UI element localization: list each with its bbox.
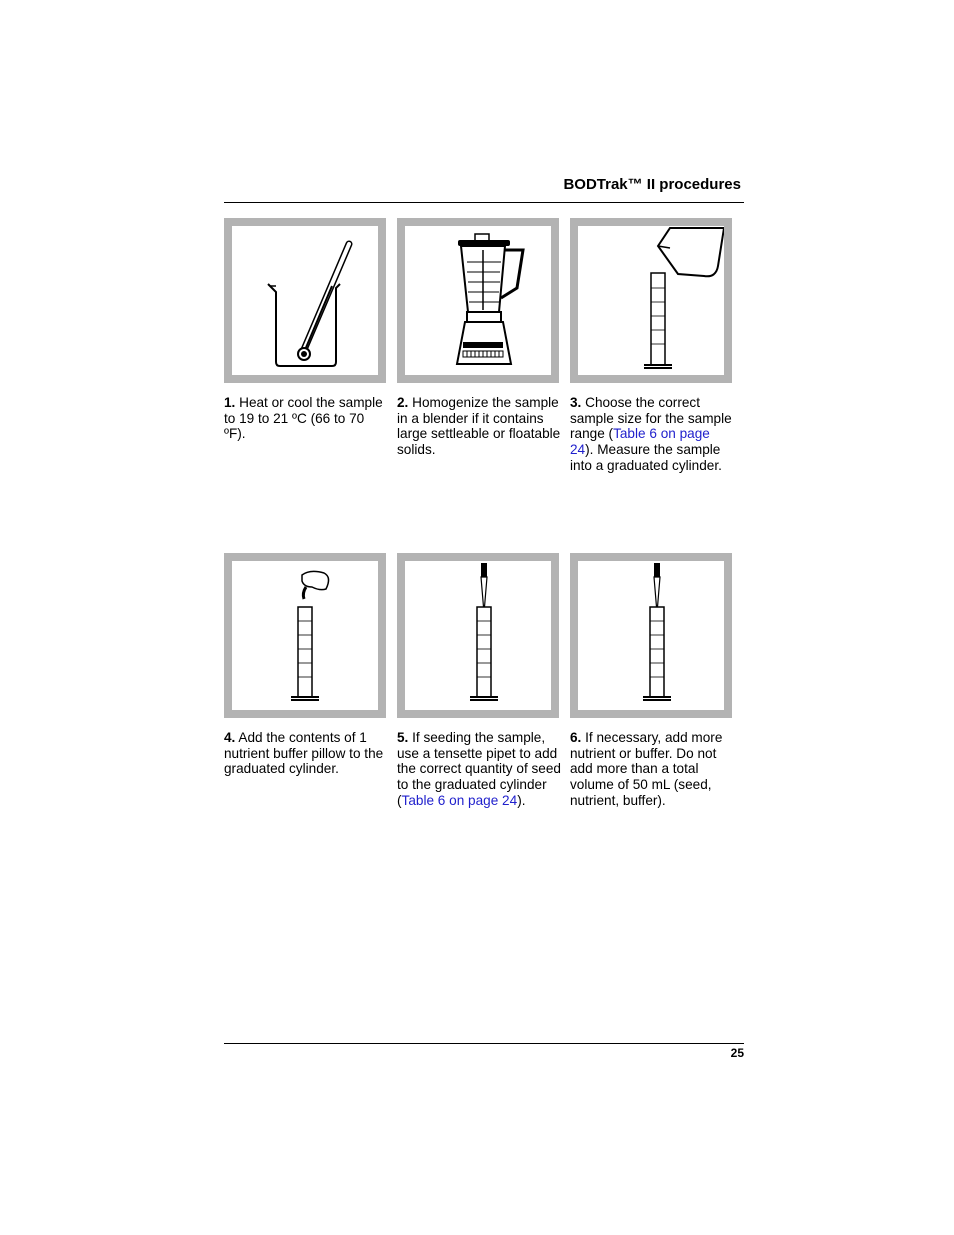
pillow-into-cylinder-icon xyxy=(232,561,378,710)
pour-into-cylinder-icon xyxy=(578,226,724,375)
step-number: 4. xyxy=(224,730,236,745)
step-number: 5. xyxy=(397,730,409,745)
step-instruction: Homogenize the sample in a blender if it contains large settleable or floatable solids. xyxy=(397,395,561,458)
step-1-text xyxy=(224,395,389,442)
graduated-cylinder xyxy=(644,273,672,368)
step-instruction: Add the contents of 1 nutrient buffer pillow to the graduated cylinder. xyxy=(224,730,384,777)
step-5-illustration xyxy=(397,553,559,718)
table-reference-link[interactable]: Table 6 on page 24 xyxy=(570,426,710,458)
pipet-into-cylinder-icon xyxy=(405,561,551,710)
step-number: 3. xyxy=(570,395,582,410)
step-4-illustration xyxy=(224,553,386,718)
footer-rule xyxy=(224,1043,744,1044)
header-rule xyxy=(224,202,744,203)
step-3-illustration xyxy=(570,218,732,383)
step-2-illustration xyxy=(397,218,559,383)
table-reference-link[interactable]: Table 6 on page 24 xyxy=(401,792,518,808)
step-1-illustration xyxy=(224,218,386,383)
step-3-text xyxy=(570,395,735,474)
page-header-title: BODTrak™ II procedures xyxy=(563,176,741,193)
step-number: 2. xyxy=(397,395,409,410)
step-5-text xyxy=(397,730,562,809)
page-number: 25 xyxy=(730,1046,744,1060)
step-6-illustration xyxy=(570,553,732,718)
step-instruction: If seeding the sample, use a tensette pipet to add the correct quantity of seed to the graduated cylinder ( xyxy=(397,730,561,808)
step-instruction: If necessary, add more nutrient or buffer. Do not add more than a total volume of 50 mL (seed, nutrient, buffer). xyxy=(570,730,723,808)
step-6-text xyxy=(570,730,735,809)
step-instruction-cont: ). xyxy=(517,792,526,808)
step-number: 1. xyxy=(224,395,236,410)
step-number: 6. xyxy=(570,730,582,745)
step-2-text xyxy=(397,395,562,458)
step-instruction-cont: ). Measure the sample into a graduated cylinder. xyxy=(570,442,722,473)
step-instruction: Heat or cool the sample to 19 to 21 ºC (66 to 70 ºF). xyxy=(224,395,383,442)
step-4-text xyxy=(224,730,389,777)
step-instruction: Choose the correct sample size for the sample range ( xyxy=(570,395,732,442)
pipet-into-cylinder-icon xyxy=(578,561,724,710)
thermometer-in-beaker-icon xyxy=(232,226,378,375)
blender-icon xyxy=(405,226,551,375)
